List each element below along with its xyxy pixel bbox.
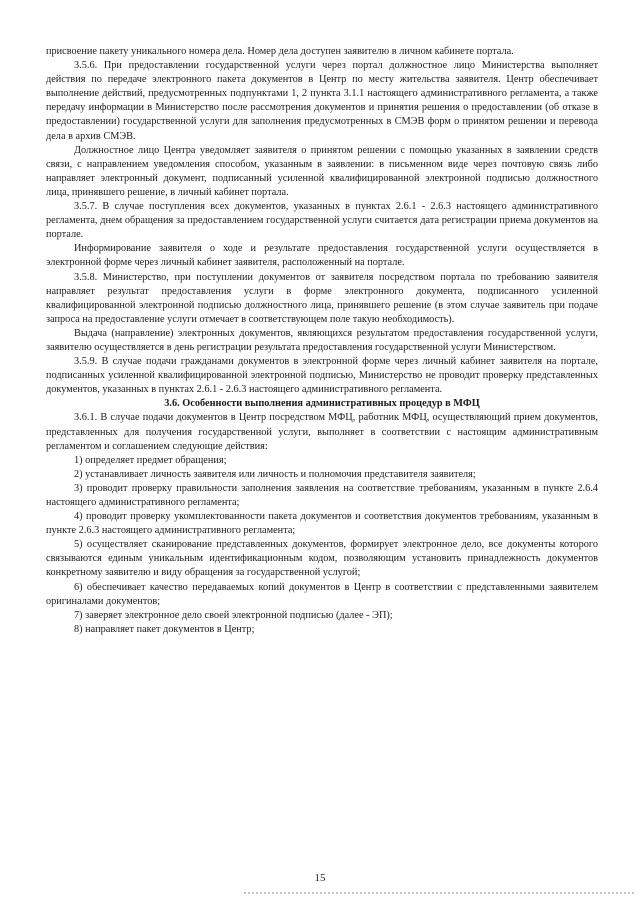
- paragraph-official: Должностное лицо Центра уведомляет заявителя о принятом решении с помощью указанных в заявлении средств связи, с направлением уведомления способом, указанным в заявлении: в письменном виде через почтовую связь либо направляет электронный документ, подписанный усиленной квалифицированной электронной подписью должностного лица, принявшего решение, в личный кабинет портала.: [46, 144, 598, 198]
- document-body: [46, 45, 598, 637]
- paragraph-item-6: 6) обеспечивает качество передаваемых копий документов в Центр в соответствии с представленными заявителем оригиналами документов;: [46, 581, 598, 607]
- paragraph-continuation: присвоение пакету уникального номера дела. Номер дела доступен заявителю в личном кабинете портала.: [46, 46, 514, 57]
- section-title: 3.6. Особенности выполнения административных процедур в МФЦ: [164, 398, 480, 410]
- paragraph-item-4: 4) проводит проверку укомплектованности пакета документов и соответствия документов требованиям, указанным в пункте 2.6.3 настоящего административного регламента;: [46, 511, 598, 537]
- paragraph-3-5-6: 3.5.6. При предоставлении государственной услуги через портал должностное лицо Министерства выполняет действия по передаче электронного пакета документов в Центр по месту жительства заявителя. Центр обеспечивает выполнение действий, предусмотренных подпунктами 1, 2 пункта 3.1.1 настоящего административного регламента, а также передачу информации в Министерство после рассмотрения документов и принятия решения о предоставлении (об отказе в предоставлении) государственной услуги для заполнения предусмотренных в СМЭВ форм о принятом решении и перевода дела в архив СМЭВ.: [46, 60, 598, 142]
- paragraph-item-7: 7) заверяет электронное дело своей электронной подписью (далее - ЭП);: [74, 609, 393, 621]
- paragraph-3-5-8: 3.5.8. Министерство, при поступлении документов от заявителя посредством портала по требованию заявителя направляет результат предоставления услуги в форме электронного документа, подписанного усиленной квалифицированной электронной подписью должностного лица, принявшего решение (в этом случае заявитель при подаче запроса на предоставление услуги отмечает в соответствующем поле такую необходимость).: [46, 271, 598, 325]
- paragraph-item-5: 5) осуществляет сканирование представленных документов, формирует электронное дело, все документы которого связываются единым уникальным идентификационным кодом, позволяющим установить принадлежность документов конкретному заявителю и виду обращения за государственной услугой;: [46, 539, 598, 579]
- paragraph-item-8: 8) направляет пакет документов в Центр;: [74, 623, 255, 635]
- page-number: 15: [314, 872, 326, 884]
- paragraph-issuance: Выдача (направление) электронных документов, являющихся результатом предоставления государственной услуги, заявителю осуществляется в день регистрации результата предоставления государственной услуги Министерством.: [46, 327, 598, 353]
- paragraph-item-1: 1) определяет предмет обращения;: [74, 454, 227, 466]
- paragraph-3-5-7: 3.5.7. В случае поступления всех документов, указанных в пунктах 2.6.1 - 2.6.3 настоящего административного регламента, днем обращения за предоставлением государственной услуги считается дата регистрации приема документов на портале.: [46, 201, 598, 241]
- paragraph-informing: Информирование заявителя о ходе и результате предоставления государственной услуги осуществляется в электронной форме через личный кабинет заявителя, расположенный на портале.: [46, 243, 598, 269]
- paragraph-item-3: 3) проводит проверку правильности заполнения заявления на соответствие требованиям, указанным в пункте 2.6.4 настоящего административного регламента;: [46, 482, 598, 508]
- section-3-5-continuation: [46, 45, 598, 397]
- paragraph-item-2: 2) устанавливает личность заявителя или личность и полномочия представителя заявителя;: [74, 468, 476, 480]
- scan-artifact-line: [244, 892, 636, 894]
- paragraph-3-6-1: 3.6.1. В случае подачи документов в Центр посредством МФЦ, работник МФЦ, осуществляющий прием документов, представленных для получения государственной услуги, выполняет в соответствии с настоящим административным регламентом и соглашением следующие действия:: [46, 412, 598, 452]
- paragraph-3-5-9: 3.5.9. В случае подачи гражданами документов в электронной форме через личный кабинет заявителя на портале, подписанных усиленной квалифицированной электронной подписью, Министерство не проводит проверку представленных документов, указанных в пунктах 2.6.1 - 2.6.3 настоящего административного регламента.: [46, 356, 598, 396]
- section-3-6-body: [46, 411, 598, 637]
